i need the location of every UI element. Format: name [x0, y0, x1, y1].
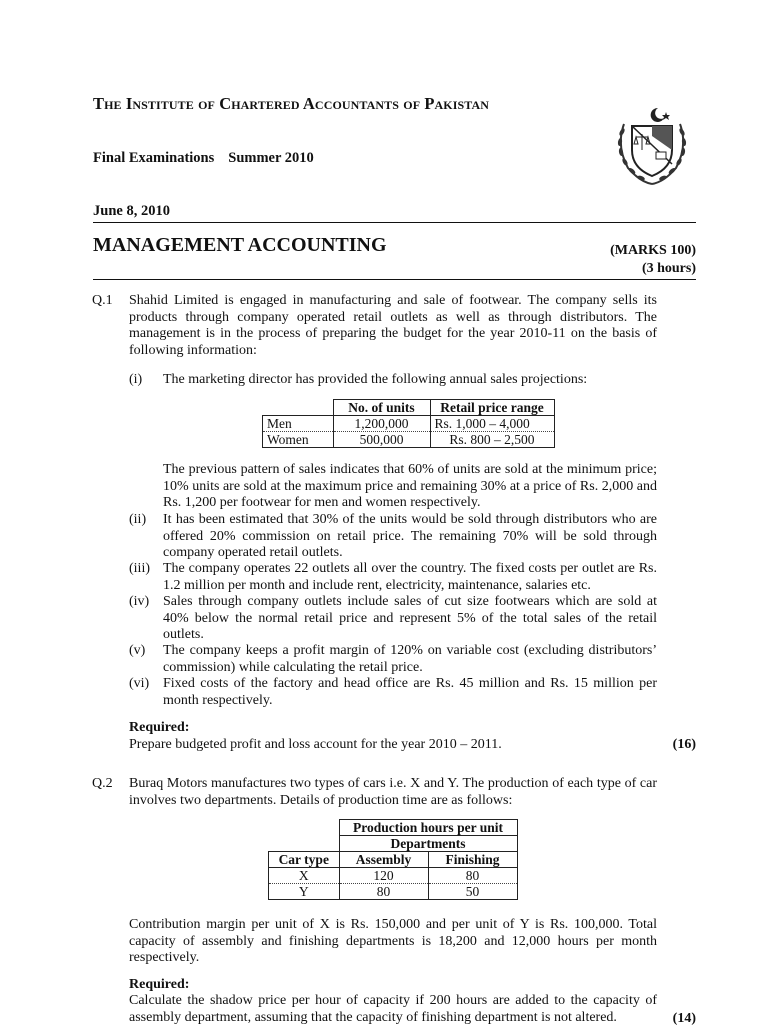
table-row [269, 868, 518, 884]
table-cell: Y [269, 884, 340, 900]
q2-required-text: Calculate the shadow price per hour of capacity if 200 hours are added to the capacity of assembly department, assuming that the capacity of finishing department is not altered. [129, 993, 657, 1025]
q1-required-label: Required: [129, 720, 190, 735]
q1-item-4-number: (iv) [129, 594, 150, 609]
marks-label: (MARKS 100) [610, 243, 696, 258]
q1-item-5-text: The company keeps a profit margin of 120% on variable cost (excluding distributors’ commission) while calculating the retail price. [163, 643, 657, 675]
table-cell: 120 [339, 868, 428, 884]
table-cell: 80 [339, 884, 428, 900]
table-title: Production hours per unit [339, 820, 517, 836]
table-cell: Rs. 1,000 – 4,000 [430, 416, 554, 432]
q2-contribution: Contribution margin per unit of X is Rs. 150,000 and per unit of Y is Rs. 100,000. Total capacity of assembly and finishing departments is 18,200 and 12,000 hours per month respectively. [129, 917, 657, 965]
q1-marks: (16) [672, 737, 696, 752]
institute-crest-icon [614, 104, 690, 186]
sales-projection-table [262, 399, 555, 448]
q1-number: Q.1 [92, 293, 113, 308]
table-cell: 50 [428, 884, 517, 900]
table-header-row [269, 852, 518, 868]
q1-item-2-number: (ii) [129, 512, 147, 527]
table-header-cell: Assembly [339, 852, 428, 868]
subject-divider [93, 279, 696, 280]
table-header-row [263, 400, 555, 416]
q1-item-3-text: The company operates 22 outlets all over the country. The fixed costs per outlet are Rs. 1.2 million per month and include rent, electricity, maintenance, salaries etc. [163, 561, 657, 593]
duration-label: (3 hours) [641, 261, 696, 276]
table-cell: Women [263, 432, 334, 448]
table-cell: 1,200,000 [333, 416, 430, 432]
subject-title: MANAGEMENT ACCOUNTING [93, 234, 387, 256]
production-hours-table [268, 819, 518, 900]
q1-item-2-text: It has been estimated that 30% of the units would be sold through distributors who are offered 20% commission on retail price. The remaining 70% will be sold through company operated retail outlets. [163, 512, 657, 560]
q1-item-6-text: Fixed costs of the factory and head office are Rs. 45 million and Rs. 15 million per month respectively. [163, 676, 657, 708]
table-subtitle-row [269, 836, 518, 852]
table-cell: 500,000 [333, 432, 430, 448]
table-cell: Men [263, 416, 334, 432]
q2-marks: (14) [672, 1011, 696, 1026]
q1-intro: Shahid Limited is engaged in manufacturing and sale of footwear. The company sells its products through company operated retail outlets as well as through distributors. The management is in the process of preparing the budget for the year 2010-11 on the basis of following information: [129, 293, 657, 358]
header-divider [93, 222, 696, 223]
table-header-cell: No. of units [333, 400, 430, 416]
q1-item-5-number: (v) [129, 643, 146, 658]
total-marks [610, 242, 696, 278]
q1-required-text: Prepare budgeted profit and loss account for the year 2010 – 2011. [129, 737, 502, 752]
table-row [263, 416, 555, 432]
table-cell: 80 [428, 868, 517, 884]
table-header-cell: Retail price range [430, 400, 554, 416]
table-row [269, 884, 518, 900]
exam-title [93, 150, 314, 167]
table-cell: X [269, 868, 340, 884]
exam-date: June 8, 2010 [93, 203, 170, 219]
q1-item-1-number: (i) [129, 372, 143, 387]
q1-item-1-text: The marketing director has provided the following annual sales projections: [163, 372, 588, 387]
q1-item-6-number: (vi) [129, 676, 150, 691]
table-header-cell: Finishing [428, 852, 517, 868]
q2-intro: Buraq Motors manufactures two types of cars i.e. X and Y. The production of each type of car involves two departments. Details of production time are as follows: [129, 776, 657, 808]
exam-session: Summer 2010 [228, 150, 314, 166]
q1-item-4-text: Sales through company outlets include sales of cut size footwears which are sold at 40% below the normal retail price and represent 5% of the total sales of the retail outlets. [163, 594, 657, 642]
exam-name: Final Examinations [93, 150, 215, 166]
table-cell: Rs. 800 – 2,500 [430, 432, 554, 448]
table-header-cell [263, 400, 334, 416]
q2-number: Q.2 [92, 776, 113, 791]
table-header-cell: Car type [269, 852, 340, 868]
q1-item-3-number: (iii) [129, 561, 150, 576]
q1-item-1-note: The previous pattern of sales indicates that 60% of units are sold at the minimum price; 10% units are sold at the maximum price and remaining 30% at a price of Rs. 2,000 and Rs. 1,200 per footwear for men and women respectively. [163, 462, 657, 510]
q2-required-label: Required: [129, 977, 190, 992]
table-subtitle: Departments [339, 836, 517, 852]
table-row [263, 432, 555, 448]
table-title-row [269, 820, 518, 836]
institute-name: The Institute of Chartered Accountants of Pakistan [93, 94, 490, 113]
